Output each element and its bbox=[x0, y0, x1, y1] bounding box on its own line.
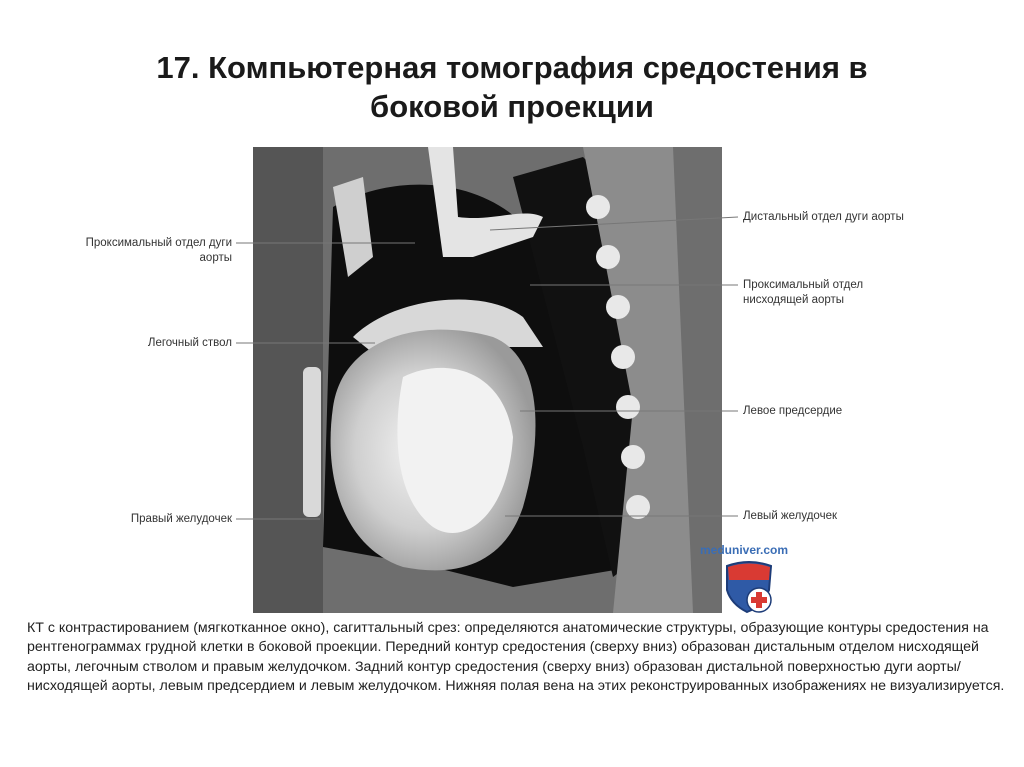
slide-description: КТ с контрастированием (мягкотканное окно), сагиттальный срез: определяются анатомические структуры, образующие контуры средостения на рентгенограммах грудной клетки в боковой проекции. Передний контур средостения (сверху вниз) образован дистальным отделом нисходящей аорты, легочным стволом и правым желудочком. Задний контур средостения (сверху вниз) образован дистальной поверхностью дуги аорты/нисходящей аорты, левым предсердием и левым желудочком. Нижняя полая вена на этих реконструированных изображениях не визуализируется. bbox=[27, 620, 1005, 694]
label-left-ventricle: Левый желудочек bbox=[743, 510, 837, 522]
label-line: аорты bbox=[199, 252, 232, 264]
label-line: Проксимальный отдел дуги bbox=[85, 237, 232, 249]
title-line-1: 17. Компьютерная томография средостения в bbox=[156, 50, 868, 85]
label-proximal-descending-aorta bbox=[743, 278, 943, 308]
label-line: нисходящей аорты bbox=[743, 294, 845, 306]
shield-logo-icon bbox=[723, 560, 775, 614]
label-distal-aortic-arch: Дистальный отдел дуги аорты bbox=[743, 211, 904, 223]
label-pulmonary-trunk: Легочный ствол bbox=[147, 337, 232, 349]
ct-sagittal-image bbox=[253, 147, 722, 613]
label-left-atrium: Левое предсердие bbox=[743, 405, 843, 417]
watermark-text: meduniver.com bbox=[700, 543, 789, 557]
label-right-ventricle: Правый желудочек bbox=[130, 513, 232, 525]
slide-title bbox=[0, 48, 1024, 126]
label-line: Проксимальный отдел bbox=[743, 279, 864, 291]
title-line-2: боковой проекции bbox=[370, 89, 654, 124]
label-proximal-aortic-arch bbox=[52, 236, 232, 266]
